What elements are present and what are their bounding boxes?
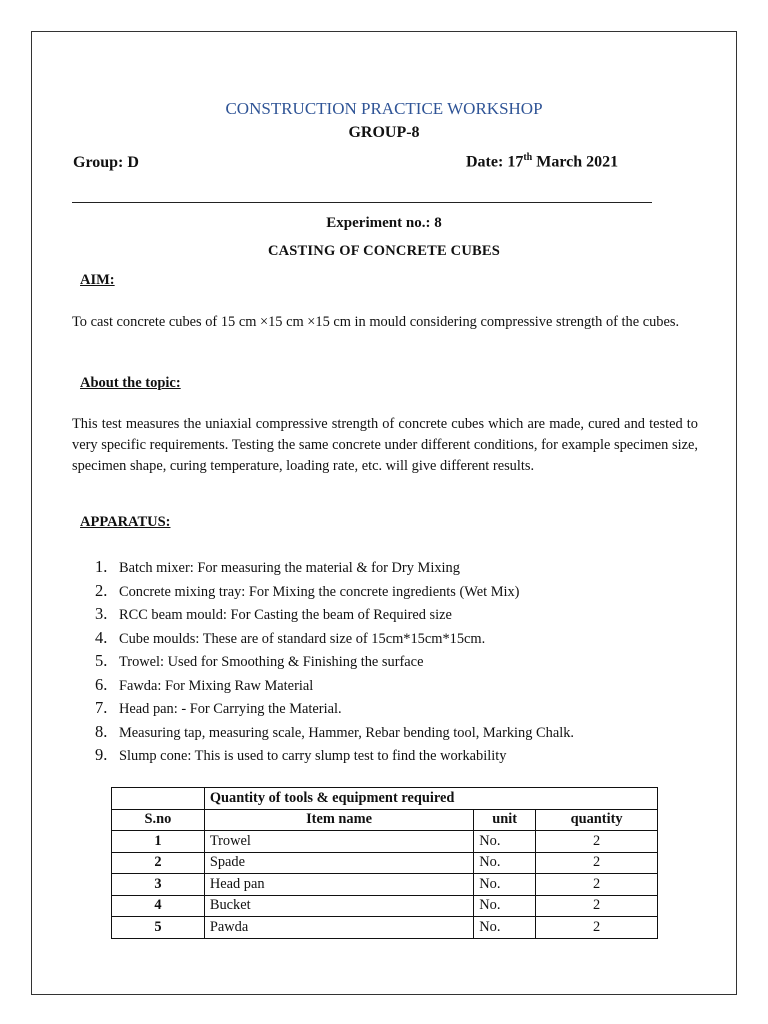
cell-quantity: 2 bbox=[536, 874, 658, 896]
list-item bbox=[95, 557, 574, 581]
list-text: RCC beam mould: For Casting the beam of Required size bbox=[119, 607, 452, 623]
table-caption: Quantity of tools & equipment required bbox=[204, 788, 657, 810]
apparatus-heading: APPARATUS: bbox=[80, 514, 171, 530]
list-text: Cube moulds: These are of standard size of 15cm*15cm*15cm. bbox=[119, 630, 486, 647]
column-header-sno: S.no bbox=[112, 809, 205, 831]
list-item bbox=[95, 698, 574, 722]
list-number: 6. bbox=[95, 674, 108, 694]
cell-item: Bucket bbox=[204, 895, 473, 917]
table-row bbox=[112, 852, 658, 874]
list-text: Slump cone: This is used to carry slump test to find the workability bbox=[119, 748, 507, 764]
cell-item: Head pan bbox=[204, 874, 473, 896]
cell-sno: 2 bbox=[112, 852, 205, 874]
list-item bbox=[95, 581, 574, 605]
list-text: Fawda: For Mixing Raw Material bbox=[119, 677, 314, 694]
cell-quantity: 2 bbox=[536, 852, 658, 874]
cell-unit: No. bbox=[474, 852, 536, 874]
list-item bbox=[95, 651, 574, 675]
list-text: Head pan: - For Carrying the Material. bbox=[119, 701, 342, 717]
cell-sno: 3 bbox=[112, 874, 205, 896]
column-header-unit: unit bbox=[474, 809, 536, 831]
experiment-number: Experiment no.: 8 bbox=[326, 215, 442, 231]
table-row bbox=[112, 895, 658, 917]
horizontal-rule bbox=[72, 202, 652, 203]
date-superscript: th bbox=[523, 152, 533, 163]
cell-quantity: 2 bbox=[536, 917, 658, 939]
list-item bbox=[95, 604, 574, 628]
list-number: 2. bbox=[95, 580, 108, 600]
about-text: This test measures the uniaxial compressive strength of concrete cubes which are made, cured and tested to very specific requirements. Testing the same concrete under different conditions, for example specimen size, specimen shape, curing temperature, loading rate, etc. will give different results. bbox=[72, 416, 698, 474]
cell-item: Pawda bbox=[204, 917, 473, 939]
cell-quantity: 2 bbox=[536, 831, 658, 853]
list-item bbox=[95, 628, 574, 652]
table-row bbox=[112, 831, 658, 853]
group-label: Group: D bbox=[73, 154, 139, 171]
cell-unit: No. bbox=[474, 831, 536, 853]
table-caption-row bbox=[112, 788, 658, 810]
list-item bbox=[95, 745, 574, 769]
list-text: Concrete mixing tray: For Mixing the concrete ingredients (Wet Mix) bbox=[119, 583, 520, 600]
cell-item: Spade bbox=[204, 852, 473, 874]
list-text: Measuring tap, measuring scale, Hammer, Rebar bending tool, Marking Chalk. bbox=[119, 724, 575, 741]
list-text: Trowel: Used for Smoothing & Finishing the surface bbox=[119, 654, 424, 670]
about-heading: About the topic: bbox=[80, 375, 181, 391]
list-number: 1. bbox=[95, 557, 108, 576]
date-label bbox=[466, 152, 618, 171]
tools-table bbox=[111, 787, 658, 939]
cell-sno: 5 bbox=[112, 917, 205, 939]
group-number: GROUP-8 bbox=[348, 124, 420, 141]
apparatus-list bbox=[95, 557, 574, 769]
cell-unit: No. bbox=[474, 874, 536, 896]
experiment-title: CASTING OF CONCRETE CUBES bbox=[267, 243, 501, 259]
list-number: 4. bbox=[95, 627, 108, 647]
list-item bbox=[95, 722, 574, 746]
aim-text: To cast concrete cubes of 15 cm ×15 cm ×15 cm in mould considering compressive strength of the cubes. bbox=[72, 314, 680, 330]
date-suffix: March 2021 bbox=[532, 153, 619, 171]
list-number: 9. bbox=[95, 745, 108, 764]
aim-heading: AIM: bbox=[80, 272, 115, 288]
date-prefix: Date: 17 bbox=[466, 153, 524, 171]
column-header-item: Item name bbox=[204, 809, 473, 831]
cell-item: Trowel bbox=[204, 831, 473, 853]
cell-unit: No. bbox=[474, 895, 536, 917]
list-item bbox=[95, 675, 574, 699]
document-title: CONSTRUCTION PRACTICE WORKSHOP bbox=[225, 99, 543, 118]
cell-quantity: 2 bbox=[536, 895, 658, 917]
table-header-row bbox=[112, 809, 658, 831]
column-header-quantity: quantity bbox=[536, 809, 658, 831]
table-row bbox=[112, 917, 658, 939]
table-row bbox=[112, 874, 658, 896]
table-cell-empty bbox=[112, 788, 205, 810]
list-number: 7. bbox=[95, 698, 108, 717]
cell-sno: 4 bbox=[112, 895, 205, 917]
cell-unit: No. bbox=[474, 917, 536, 939]
list-text: Batch mixer: For measuring the material & for Dry Mixing bbox=[119, 560, 460, 576]
list-number: 5. bbox=[95, 651, 108, 670]
cell-sno: 1 bbox=[112, 831, 205, 853]
list-number: 3. bbox=[95, 604, 108, 623]
list-number: 8. bbox=[95, 721, 108, 741]
